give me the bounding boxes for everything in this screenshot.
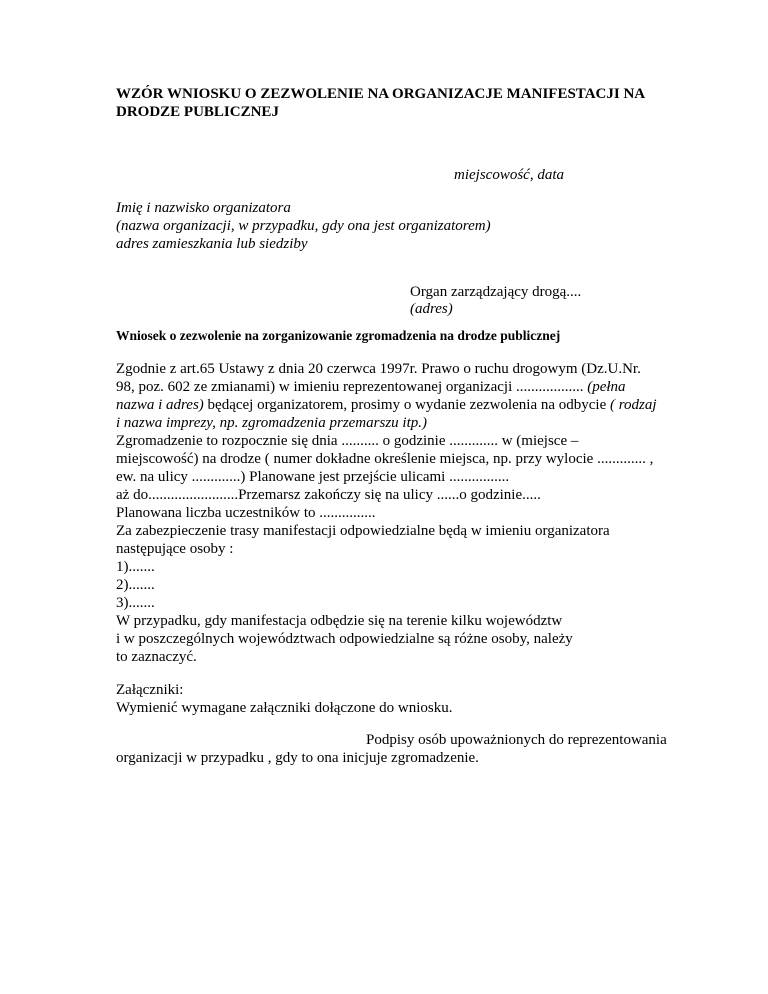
- body-line: W przypadku, gdy manifestacja odbędzie się na terenie kilku województw: [116, 613, 563, 629]
- body-line: następujące osoby :: [116, 541, 234, 557]
- body-line: i w poszczególnych województwach odpowiedzialne są różne osoby, należy: [116, 631, 573, 647]
- recipient-authority: Organ zarządzający drogą....: [410, 284, 582, 300]
- signatures-line-2: organizacji w przypadku , gdy to ona inicjuje zgromadzenie.: [116, 750, 479, 766]
- body-italic-text: ( rodzaj: [610, 397, 657, 413]
- body-italic-text: (pełna: [587, 379, 626, 395]
- body-line: aż do........................Przemarsz zakończy się na ulicy ......o godzinie.....: [116, 487, 541, 503]
- recipient-address: (adres): [410, 301, 453, 317]
- organizer-name: Imię i nazwisko organizatora: [116, 200, 291, 216]
- signatures-line-1: Podpisy osób upoważnionych do reprezentowania: [366, 732, 667, 748]
- body-line: Zgromadzenie to rozpocznie się dnia .......... o godzinie ............. w (miejsce –: [116, 433, 579, 449]
- place-date: miejscowość, data: [454, 167, 564, 183]
- body-line: 3).......: [116, 595, 155, 611]
- body-line: Zgodnie z art.65 Ustawy z dnia 20 czerwca 1997r. Prawo o ruchu drogowym (Dz.U.Nr.: [116, 361, 641, 377]
- body-line: Za zabezpieczenie trasy manifestacji odpowiedzialne będą w imieniu organizatora: [116, 523, 610, 539]
- organizer-organization: (nazwa organizacji, w przypadku, gdy ona jest organizatorem): [116, 218, 491, 234]
- attachments-label: Załączniki:: [116, 682, 184, 698]
- body-italic-text: nazwa i adres): [116, 397, 204, 413]
- request-subject: Wniosek o zezwolenie na zorganizowanie zgromadzenia na drodze publicznej: [116, 328, 561, 343]
- body-line: i nazwa imprezy, np. zgromadzenia przemarszu itp.): [116, 415, 427, 431]
- body-line: ew. na ulicy .............) Planowane jest przejście ulicami ................: [116, 469, 510, 485]
- body-line: Planowana liczba uczestników to ...............: [116, 505, 376, 521]
- document-title-line-1: WZÓR WNIOSKU O ZEZWOLENIE NA ORGANIZACJE MANIFESTACJI NA: [116, 86, 646, 102]
- body-line: to zaznaczyć.: [116, 649, 197, 665]
- body-line: 2).......: [116, 577, 155, 593]
- body-text: będącej organizatorem, prosimy o wydanie zezwolenia na odbycie: [203, 397, 611, 413]
- body-line: miejscowość) na drodze ( numer dokładne określenie miejsca, np. przy wylocie ............. ,: [116, 451, 654, 467]
- body-text: 98, poz. 602 ze zmianami) w imieniu reprezentowanej organizacji ..................: [116, 379, 588, 395]
- body-line: [116, 378, 626, 396]
- attachments-text: Wymienić wymagane załączniki dołączone do wniosku.: [116, 700, 453, 716]
- body-line: 1).......: [116, 559, 155, 575]
- organizer-address: adres zamieszkania lub siedziby: [116, 236, 308, 252]
- body-line: [116, 396, 657, 414]
- document-title-line-2: DRODZE PUBLICZNEJ: [116, 104, 279, 120]
